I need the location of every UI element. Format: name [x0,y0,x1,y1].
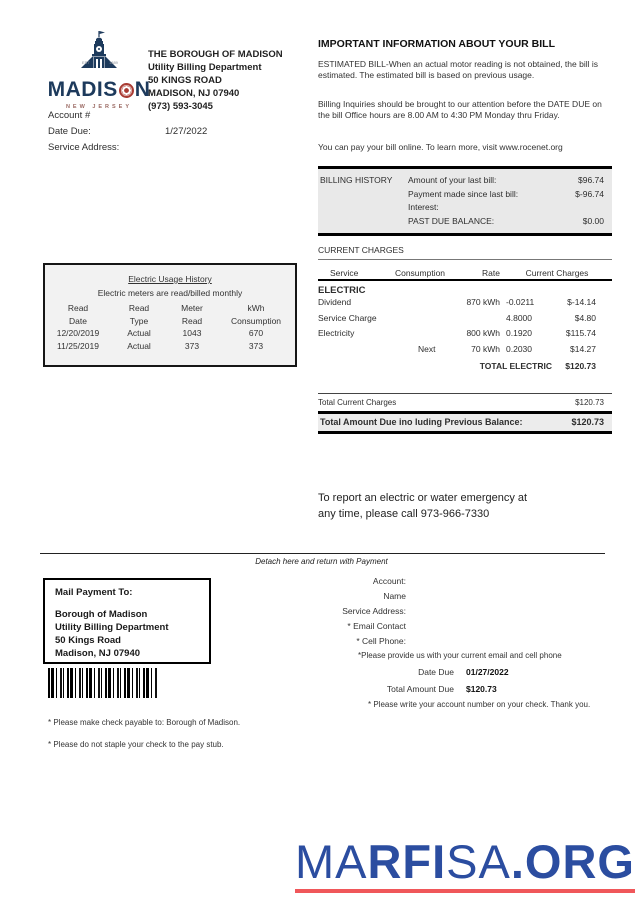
charge-service: Electricity [318,328,355,338]
total-electric-row [318,361,612,377]
usage-col-header: Read [128,303,150,313]
bh-row-label: Payment made since last bill: [408,188,519,199]
mail-line: Utility Billing Department [55,622,169,633]
stub-field-row [330,621,620,636]
col-rate: Rate [482,268,500,278]
total-electric-label: TOTAL ELECTRIC [479,361,552,371]
emergency-line2: any time, please call 973-966-7330 [318,508,490,520]
usage-history-subtitle: Electric meters are read/billed monthly [97,288,243,298]
usage-col-header: Type [129,315,149,326]
col-current-charges: Current Charges [525,268,589,278]
usage-history-table [45,302,295,352]
bill-details-column [318,38,612,434]
mail-line: Borough of Madison [55,609,148,620]
wordmark-underline [295,889,635,893]
stub-cell-phone-label: * Cell Phone: [356,636,406,646]
usage-col-header: Date [69,315,87,326]
usage-cell: 373 [248,340,264,351]
charge-row [318,328,612,343]
billing-history-box [318,166,612,236]
svg-text:1889: 1889 [109,60,118,65]
usage-cell: 1043 [182,328,202,338]
mail-line: 50 Kings Road [55,635,121,646]
mail-payment-title: Mail Payment To: [55,587,133,598]
madison-logo [44,30,154,110]
stub-date-due-value: 01/27/2022 [466,667,509,677]
bh-row-value: $-96.74 [575,188,604,199]
mail-payment-address [55,608,209,660]
charge-consumption: 800 kWh [466,328,500,338]
service-address-row [48,140,207,156]
current-charges-title: CURRENT CHARGES [318,245,404,255]
charge-rate: -0.0211 [506,297,535,307]
electric-section-title: ELECTRIC [318,285,366,296]
col-service: Service [330,268,359,278]
charge-service: Service Charge [318,312,377,323]
marfisa-watermark [294,835,635,893]
madison-wordmark [44,78,154,102]
charge-rate: 4.8000 [506,312,532,323]
date-due-row [48,124,207,140]
usage-col-header: kWh [247,303,265,313]
usage-col-header: Read [181,315,203,326]
grand-total-row [318,411,612,434]
important-info-p3: You can pay your bill online. To learn more, visit www.rocenet.org [318,142,563,152]
stub-name-label: Name [383,591,406,601]
billing-history-label: BILLING HISTORY [320,175,393,185]
wordmark-left: MADIS [47,78,118,101]
usage-col-header: Consumption [230,315,282,326]
barcode [48,668,158,698]
stub-account-label: Account: [372,576,406,586]
usage-cell: 670 [248,328,264,338]
billing-history-rows [408,174,604,228]
account-row [48,108,207,124]
stub-amount-due-row [330,684,620,701]
wordmark-segment: MA [294,835,368,888]
emergency-line1: To report an electric or water emergency at [318,492,528,504]
check-account-note: * Please write your account number on your check. Thank you. [368,700,591,709]
billing-history-row [408,188,604,202]
wordmark-segment: RFI [367,835,447,888]
date-due-label: Date Due: [48,126,91,137]
marfisa-wordmark [294,835,635,888]
usage-col-header: Read [67,303,89,313]
account-label: Account # [48,110,91,121]
mail-payment-to-box [43,578,211,664]
org-city: MADISON, NJ 07940 [148,88,240,99]
stub-contact-note: *Please provide us with your current email and cell phone [358,651,562,660]
charge-rate: 0.2030 [506,343,532,354]
check-payable-note: * Please make check payable to: Borough of Madison. [48,718,241,727]
usage-col-header: Meter [181,303,203,313]
usage-cell: 373 [184,340,200,351]
wordmark-right: N [134,78,151,101]
emergency-note [318,490,527,522]
bh-row-label: Interest: [408,202,439,212]
usage-cell: 11/25/2019 [57,340,99,351]
rose-icon [119,83,134,98]
charge-qualifier: Next [418,343,436,354]
charge-rate: 0.1920 [506,328,532,338]
charge-row [318,344,612,359]
stub-amount-due-value: $120.73 [466,684,497,694]
stub-field-row [330,636,620,651]
usage-cell: Actual [127,340,151,351]
electric-usage-history-box [43,263,297,367]
stub-date-due-row [330,667,620,684]
charge-service: Dividend [318,297,352,307]
org-name: THE BOROUGH OF MADISON [148,49,283,60]
grand-total-value: $120.73 [571,417,604,427]
grand-total-label: Total Amount Due ino luding Previous Balance: [320,417,523,427]
detach-instruction: Detach here and return with Payment [255,557,388,566]
usage-cell: Actual [127,328,151,338]
stub-field-row [330,606,620,621]
charge-amount: $14.27 [570,343,596,354]
bh-row-label: PAST DUE BALANCE: [408,215,495,226]
billing-history-row [408,215,604,229]
total-current-charges-label: Total Current Charges [318,398,397,407]
important-info-p2: Billing Inquiries should be brought to our attention before the DATE DUE on the bill Office hours are 8.00 AM to 4:30 PM Monday thru Friday. [318,99,602,120]
org-phone: (973) 593-3045 [148,101,213,112]
usage-history-title: Electric Usage History [128,274,212,284]
detach-rule [40,553,605,554]
clock-tower-icon [76,30,122,80]
service-address-label: Service Address: [48,142,120,153]
svg-text:EST: EST [82,60,90,65]
charge-consumption: 70 kWh [471,343,500,354]
wordmark-segment: .ORG [510,835,635,888]
bh-row-value: $96.74 [578,175,604,185]
charge-row [318,297,612,312]
org-address-block [148,48,283,113]
stub-field-row [330,576,620,591]
mail-line: Madison, NJ 07940 [55,648,141,659]
payment-notes [48,712,240,756]
org-dept: Utility Billing Department [148,62,262,73]
date-due-value: 1/27/2022 [165,126,208,137]
important-info-p1: ESTIMATED BILL-When an actual motor reading is not obtained, the bill is estimated. The estimated bill is based on previous usage. [318,59,599,80]
bh-row-label: Amount of your last bill: [408,175,497,185]
divider [318,259,612,260]
col-consumption: Consumption [394,268,446,278]
charge-amount: $-14.14 [567,297,596,307]
stub-service-address-label: Service Address: [342,606,406,616]
logo-subtitle: NEW JERSEY [65,104,133,110]
usage-cell: 12/20/2019 [56,328,100,338]
stub-field-row [330,591,620,606]
total-current-charges-row [318,393,612,411]
charge-consumption: 870 kWh [466,297,500,307]
stub-date-due-label: Date Due [418,667,454,677]
no-staple-note: * Please do not staple your check to the pay stub. [48,740,224,749]
important-info-title: IMPORTANT INFORMATION ABOUT YOUR BILL [318,38,556,50]
charges-table-header [318,268,612,281]
charge-row [318,313,612,328]
charge-amount: $4.80 [574,312,596,323]
billing-history-row [408,174,604,188]
bh-row-value: $0.00 [582,215,604,226]
stub-amount-due-label: Total Amount Due [386,684,454,694]
account-fields [48,108,207,156]
payment-stub-fields [330,576,620,701]
billing-history-row [408,201,604,215]
wordmark-segment: SA [446,835,511,888]
charge-amount: $115.74 [565,328,596,338]
total-electric-value: $120.73 [565,361,596,371]
org-street: 50 KINGS ROAD [148,75,222,86]
total-current-charges-value: $120.73 [575,398,604,407]
stub-email-label: * Email Contact [347,621,406,631]
